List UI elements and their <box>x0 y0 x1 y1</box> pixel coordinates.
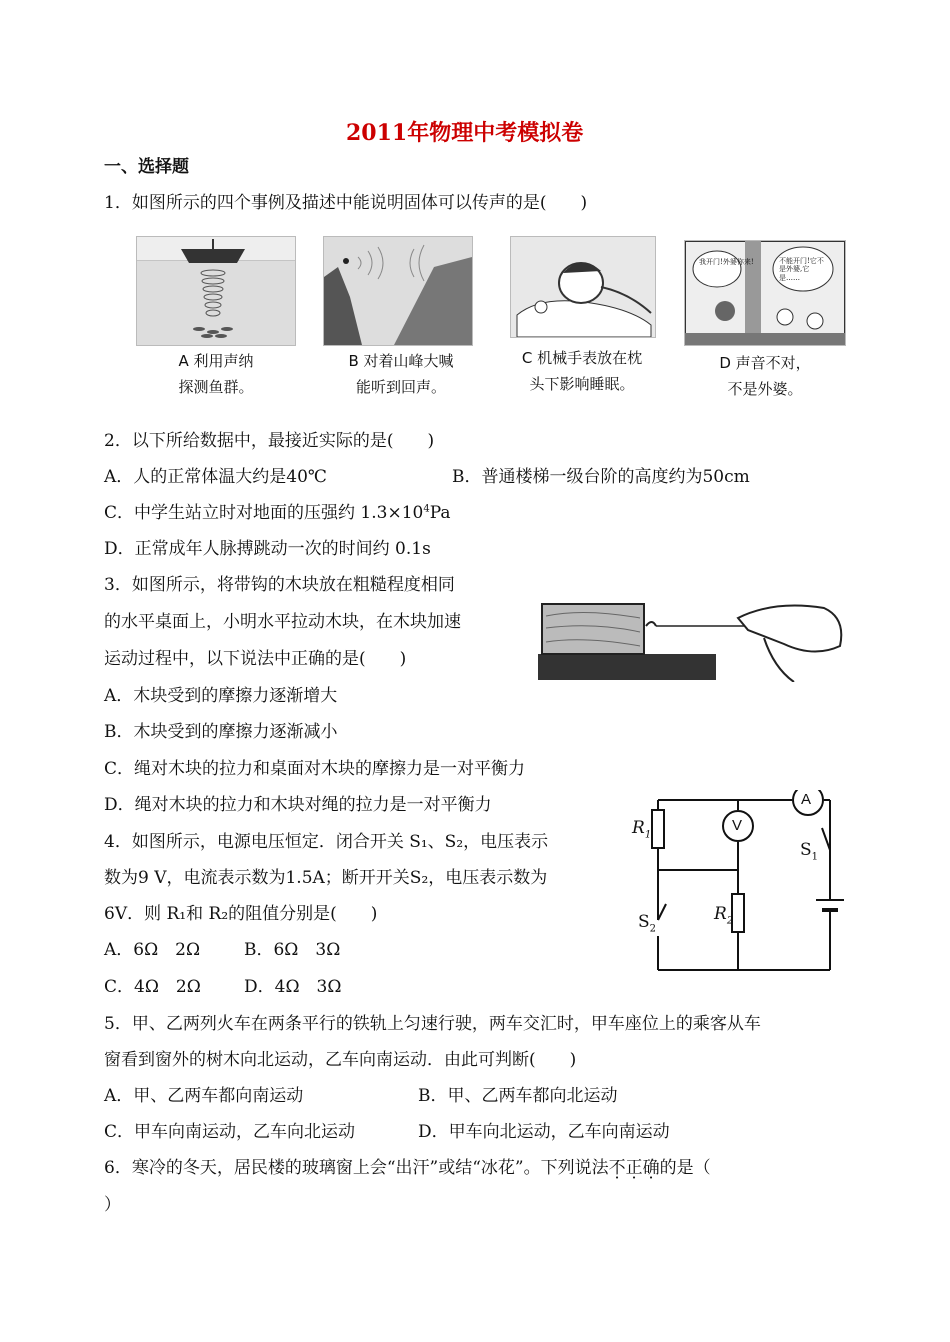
emphasis-mark: 不 <box>608 1158 626 1178</box>
question-6-line1: 6．寒冷的冬天，居民楼的玻璃窗上会“出汗”或结“冰花”。下列说法不正确的是（ <box>104 1158 711 1178</box>
question-3-line3: 运动过程中，以下说法中正确的是( ) <box>104 649 407 669</box>
question-1-stem: 1．如图所示的四个事例及描述中能说明固体可以传声的是( ) <box>104 193 588 213</box>
q3-option-c: C．绳对木块的拉力和桌面对木块的摩擦力是一对平衡力 <box>104 759 526 779</box>
q2-option-c-text: C．中学生站立时对地面的压强约 1.3×10 <box>104 503 424 523</box>
page-title: 2011年物理中考模拟卷 <box>346 120 584 146</box>
q2-option-c <box>104 505 451 522</box>
question-5-line2: 窗看到窗外的树木向北运动，乙车向南运动．由此可判断( ) <box>104 1050 577 1070</box>
circuit-diagram <box>630 790 850 974</box>
q4-option-d: D．4Ω 3Ω <box>244 977 342 997</box>
q2-option-c-exponent: 4 <box>423 503 430 515</box>
q4-option-c: C．4Ω 2Ω <box>104 977 201 997</box>
caption-b <box>326 348 476 400</box>
mountain-echo-image <box>323 236 473 346</box>
q4-option-a: A．6Ω 2Ω <box>104 940 201 960</box>
sleeping-watch-image <box>510 236 656 338</box>
caption-c <box>504 345 660 397</box>
q3-option-b: B．木块受到的摩擦力逐渐减小 <box>104 722 338 742</box>
q2-option-b: B．普通楼梯一级台阶的高度约为50cm <box>452 467 750 487</box>
emphasis-mark: 正 <box>625 1158 643 1178</box>
caption-d-line1: D 声音不对， <box>719 354 811 372</box>
bubble-right-text: 不能开门!它不是外婆,它是…… <box>779 257 824 282</box>
q5-option-d: D．甲车向北运动，乙车向南运动 <box>418 1122 670 1142</box>
s2-label: $S_2$ <box>638 912 657 935</box>
caption-b-line1: B 对着山峰大喊 <box>348 352 454 370</box>
caption-c-line2: 头下影响睡眠。 <box>529 375 635 393</box>
caption-a-line2: 探测鱼群。 <box>178 378 254 396</box>
s1-label: $S_1$ <box>800 840 819 863</box>
caption-d <box>690 350 840 402</box>
q3-option-a: A．木块受到的摩擦力逐渐增大 <box>104 686 338 706</box>
question-6-line2: ） <box>104 1195 121 1215</box>
grandma-cartoon-image <box>684 240 846 346</box>
q4-option-b: B．6Ω 3Ω <box>244 940 341 960</box>
q2-option-c-unit: Pa <box>429 503 451 523</box>
q2-option-a: A．人的正常体温大约是40℃ <box>104 467 327 487</box>
question-3-line1: 3．如图所示，将带钩的木块放在粗糙程度相同 <box>104 575 455 595</box>
q2-option-d: D．正常成年人脉搏跳动一次的时间约 0.1s <box>104 539 431 559</box>
sonar-ship-image <box>136 236 296 346</box>
caption-c-line1: C 机械手表放在枕 <box>521 349 643 367</box>
question-5-line1: 5．甲、乙两列火车在两条平行的铁轨上匀速行驶，两车交汇时，甲车座位上的乘客从车 <box>104 1014 761 1034</box>
block-pull-image <box>534 598 846 682</box>
caption-b-line2: 能听到回声。 <box>355 378 446 396</box>
question-3-line2: 的水平桌面上，小明水平拉动木块，在木块加速 <box>104 612 461 632</box>
question-4-line2: 数为9 V，电流表示数为1.5A；断开开关S₂，电压表示数为 <box>104 868 548 888</box>
ammeter-label: A <box>801 791 812 808</box>
caption-d-line2: 不是外婆。 <box>727 380 803 398</box>
caption-a-line1: A 利用声纳 <box>178 352 254 370</box>
q5-option-c: C．甲车向南运动，乙车向北运动 <box>104 1122 356 1142</box>
r1-label: $R_1$ <box>632 818 652 841</box>
question-4-line1: 4．如图所示，电源电压恒定．闭合开关 S₁、S₂，电压表示 <box>104 832 549 852</box>
question-4-line3: 6V．则 R₁和 R₂的阻值分别是( ) <box>104 904 378 924</box>
bubble-left-text: 我开门!外婆你来! <box>699 258 754 266</box>
r2-label: $R_2$ <box>714 904 734 927</box>
q5-option-a: A．甲、乙两车都向南运动 <box>104 1086 304 1106</box>
voltmeter-label: V <box>732 817 743 834</box>
section-heading: 一、选择题 <box>104 157 189 177</box>
question-2-stem: 2．以下所给数据中，最接近实际的是( ) <box>104 431 435 451</box>
caption-a <box>146 348 286 400</box>
q3-option-d: D．绳对木块的拉力和木块对绳的拉力是一对平衡力 <box>104 795 492 815</box>
emphasis-mark: 确 <box>642 1158 660 1178</box>
q5-option-b: B．甲、乙两车都向北运动 <box>418 1086 618 1106</box>
